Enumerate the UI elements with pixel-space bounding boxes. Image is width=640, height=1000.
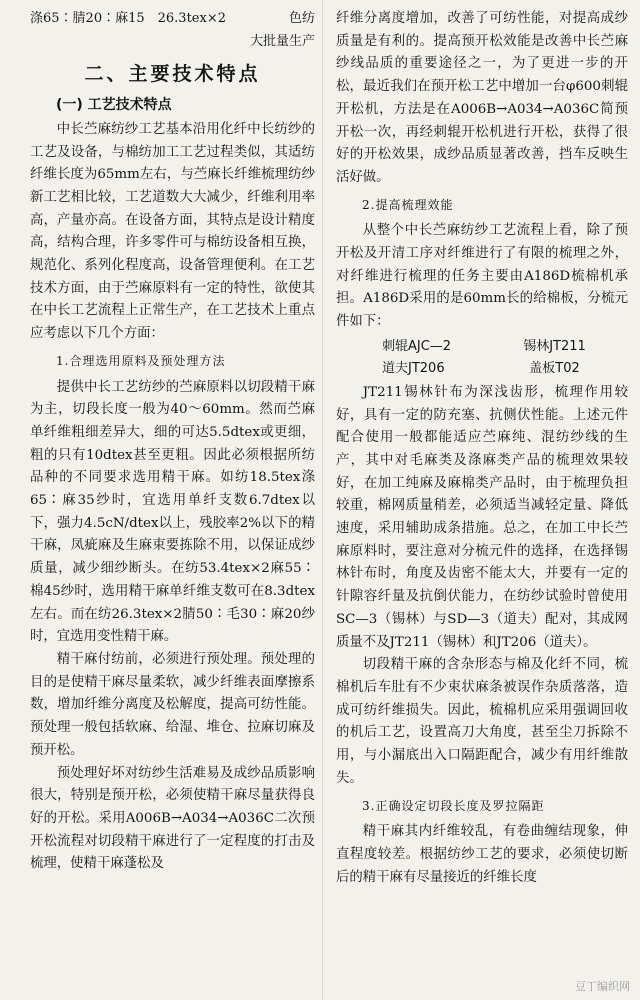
element-flat: 盖板T02 xyxy=(529,360,580,376)
watermark: 豆丁编织网 xyxy=(575,980,630,993)
section-title: 二、主要技术特点 xyxy=(84,63,261,86)
right-column xyxy=(336,8,628,889)
left-column xyxy=(30,8,315,876)
paragraph: JT211锡林针布为深浅齿形，梳理作用较好，具有一定的防充塞、抗侧伏性能。上述元件配合使用一般都能适应苎麻纯、混纺纱线的生产，其中对毛麻类及涤麻类产品的梳理效果较好，在加工纯麻及麻棉类产品时，由于梳理负担较重，棉网质量稍差，必须适当减轻定量、降低速度，采用辅助成条措施。总之，在加工中长苎麻原料时，要注意对分梳元件的选择，在选择锡林针布时，角度及齿密不能太大，并要有一定的针隙容纤量及抗倒伏能力，在纺纱试验时曾使用SC—3（锡林）与SD—3（道夫）配对，其成网质量不及JT211（锡林）和JT206（道夫）。 xyxy=(336,384,628,650)
paragraph: 精干麻付纺前，必须进行预处理。预处理的目的是使精干麻尽量柔软，减少纤维表面摩擦系数，增加纤维分离度及松解度，提高可纺性能。预处理一般包括软麻、给湿、堆仓、拉麻切麻及预开松。 xyxy=(30,651,315,758)
minor-heading: 1.合理选用原料及预处理方法 xyxy=(56,353,226,368)
top-line-color: 色纺 xyxy=(288,11,315,26)
element-cylinder: 锡林JT211 xyxy=(523,338,586,354)
paragraph: 从整个中长苎麻纺纱工艺流程上看，除了预开松及开清工序对纤维进行了有限的梳理之外，对纤维进行梳理的任务主要由A186D梳棉机承担。A186D采用的是60mm长的给棉板，分梳元件如下： xyxy=(336,223,628,330)
top-line xyxy=(30,8,315,31)
paragraph: 精干麻其内纤维较乱，有卷曲缠结现象，伸直程度较差。根据纺纱工艺的要求，必须使切断后的精干麻有尽量接近的纤维长度 xyxy=(336,824,628,885)
top-line-spec: 涤65∶腈20∶麻15 26.3tex×2 xyxy=(30,11,226,26)
top-line-production: 大批量生产 xyxy=(249,33,315,49)
paragraph: 提供中长工艺纺纱的苎麻原料以切段精干麻为主，切段长度一般为40～60mm。然而苎麻单纤维粗细差异大，细的可达5.5dtex或更细，粗的只有10dtex甚至更粗。因此必须根据所纺品种的不同要求选用精干麻。如纺18.5tex涤65∶麻35纱时，宜选用单纤支数6.7dtex以下，强力4.5cN/dtex以上，残胶率2%以下的精干麻，凤疵麻及生麻束要拣除不用，以保证成纱质量，减少细纱断头。在纺53.4tex×2麻55∶棉45纱时，选用精干麻单纤维支数可在8.3dtex左右。而在纺26.3tex×2腈50∶毛30∶麻20纱时，宜选用变性精干麻。 xyxy=(30,379,315,645)
subsection-title: (一) 工艺技术特点 xyxy=(56,97,172,114)
element-doffer: 道夫JT206 xyxy=(382,360,445,376)
paragraph: 中长苎麻纺纱工艺基本沿用化纤中长纺纱的工艺及设备，与棉纺加工工艺过程类似，其适纺纤维长度为65mm左右，与苎麻长纤维梳理纺纱新工艺相比较，工艺道数大大减少，纤维利用率高，产量亦高。在设备方面，其特点是设计精度高，结构合理，许多零件可与棉纺设备相互换，规范化、系列化程度高，设备管理便利。在工艺技术方面，由于苎麻原料有一定的特性，欲使其在中长工艺流程上正常生产，在工艺技术上重点应考虑以下几个方面： xyxy=(30,121,315,342)
element-licker-in: 刺辊AJC—2 xyxy=(382,338,452,354)
minor-heading: 2.提高梳理效能 xyxy=(362,197,454,212)
minor-heading: 3.正确设定切段长度及罗拉隔距 xyxy=(362,798,545,813)
paragraph: 预处理好坏对纺纱生活难易及成纱品质影响很大，特别是预开松，必须使精干麻尽量获得良好的开松。采用A006B→A034→A036C二次预开松流程对切段精干麻进行了一定程度的打击及梳理，使精干麻蓬松及 xyxy=(30,765,315,872)
paragraph: 纤维分离度增加，改善了可纺性能，对提高成纱质量是有利的。提高预开松效能是改善中长苎麻纱线品质的重要途径之一，为了更进一步的开松，最近我们在预开松工艺中增加一台φ600刺辊开松机，方法是在A006B→A034→A036C简预开松一次，再经刺辊开松机进行开松，获得了很好的开松效果，成纱品质显著改善，挡车反映生活好做。 xyxy=(336,11,628,185)
paragraph: 切段精干麻的含杂形态与棉及化纤不同，梳棉机后车肚有不少束状麻条被误作杂质落落，造成可纺纤维损失。因此，梳棉机应采用强调回收的机后工艺，设置高刀大角度，甚至尘刀拆除不用，与小漏底出入口隔距配合，减少有用纤维散失。 xyxy=(336,657,628,786)
column-gutter xyxy=(322,0,323,1000)
card-elements-list xyxy=(336,334,628,382)
